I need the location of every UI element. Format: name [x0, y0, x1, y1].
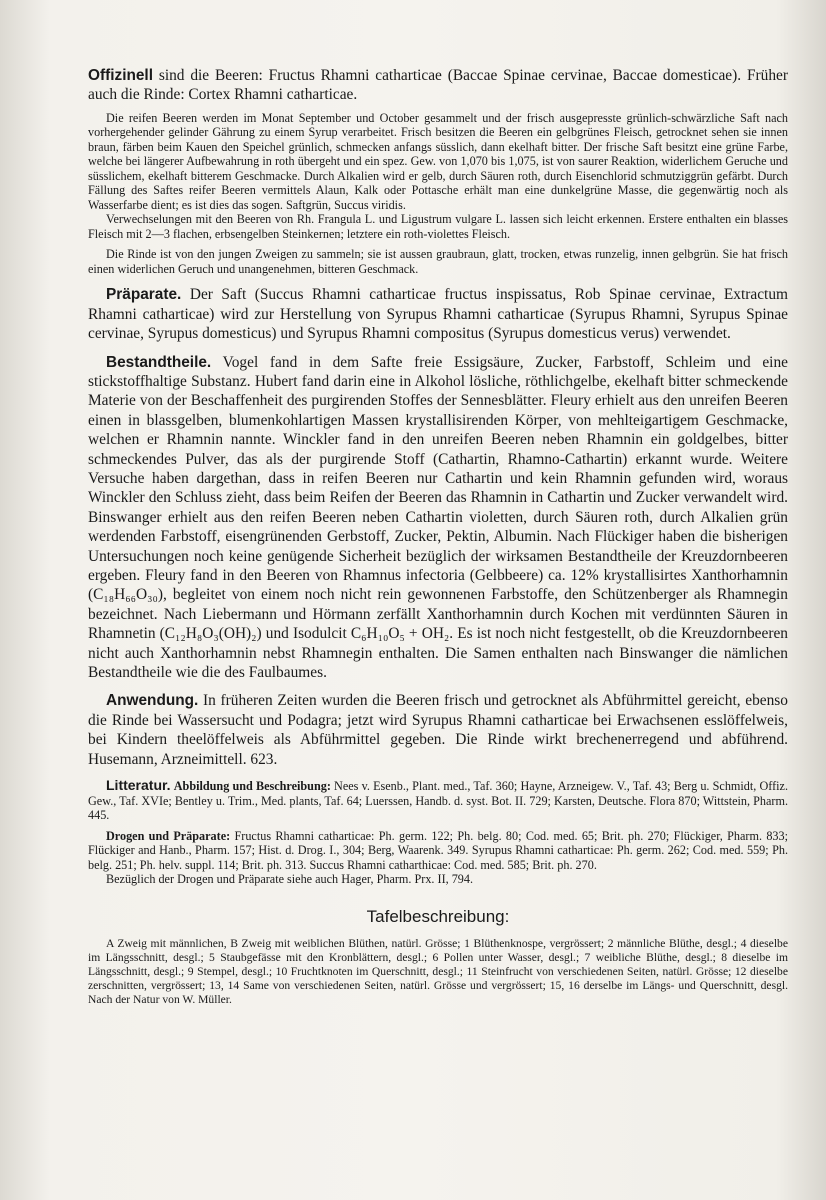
- constituents-heading: Bestandtheile.: [106, 353, 212, 371]
- drugs-note: Bezüglich der Drogen und Präparate siehe auch Hager, Pharm. Prx. II, 794.: [106, 872, 474, 887]
- preparations-heading: Präparate.: [106, 286, 182, 304]
- officinal-details: Die reifen Beeren werden im Monat September und October gesammelt und der frisch ausgepresste grünlich-schwärzliche Saft nach vorhergehender gelinder Gährung zu einem Syrup verarbeitet. Frisch besitzen die Beeren ein gelbgrünes Fleisch, getrocknet sehen sie innen braun, färben beim Kauen den Speichel grünlich, schmecken anfangs süsslich, dann ekelhaft bitter. Der frische Saft besitzt eine grüne Farbe, welche bei längerer Aufbewahrung in roth übergeht und ein spez. Gew. von 1,070 bis 1,075, ist von saurer Reaktion, widerlichem Geruche und süsslichem, ekelhaft bitterem Geschmacke. Durch Alkalien wird er gelb, durch Säuren roth, durch Eisenchlorid schmutziggrün gefärbt. Durch Fällung des Saftes reifer Beeren vermittels Alaun, Kalk oder Pottasche erhält man eine dunkelgrüne Masse, die gegenwärtig noch als Wasserfarbe dient; es ist dies das sogen. Saftgrün, Succus viridis.: [88, 110, 788, 212]
- plate-description: A Zweig mit männlichen, B Zweig mit weiblichen Blüthen, natürl. Grösse; 1 Blüthenknospe, vergrössert; 2 männliche Blüthe, desgl.; 4 dieselbe im Längsschnitt, desgl.; 5 Staubgefässe mit den Kronblättern, desgl.; 6 Pollen unter Wasser, desgl.; 7 weibliche Blüthe, desgl.; 8 dieselbe im Längsschnitt, desgl.; 9 Stempel, desgl.; 10 Fruchtknoten im Querschnitt, desgl.; 11 Steinfrucht von verschiedenen Seiten, natürl. Grösse; 12 dieselbe zerschnitten, vergrössert; 13, 14 Same von verschiedenen Seiten, natürl. Grösse und vergrössert; 15, 16 derselbe im Längs- und Querschnitt, desgl. Nach der Natur von W. Müller.: [88, 936, 788, 1007]
- officinal-bark: Die Rinde ist von den jungen Zweigen zu sammeln; sie ist aussen graubraun, glatt, trocken, etwas runzelig, innen gelbgrün. Sie hat frisch einen widerlichen Geruch und unangenehmen, bitteren Geschmack.: [88, 247, 788, 276]
- preparations-paragraph: [88, 285, 788, 343]
- drugs-heading: Drogen und Präparate:: [106, 828, 231, 843]
- application-heading: Anwendung.: [106, 692, 199, 710]
- application-paragraph: [88, 691, 788, 769]
- preparations-text: Der Saft (Succus Rhamni catharticae fructus inspissatus, Rob Spinae cervinae, Extractum Rhamni catharticae) wird zur Herstellung von Syrupus Rhamni catharticae (Syrupus Rhamni, Syrupus Spinae cervinae, Syrupus domesticus) und Syrupus Rhamni compositus (Syrupus domesticus verus) verwendet.: [88, 286, 788, 343]
- constituents-paragraph: [88, 353, 788, 683]
- page-content: [88, 66, 788, 1008]
- officinal-heading: Offizinell: [88, 67, 153, 84]
- literature-text: Nees v. Esenb., Plant. med., Taf. 360; Hayne, Arzneigew. V., Taf. 43; Berg u. Schmidt, Offiz. Gew., Taf. XVIe; Bentley u. Trim., Med. plants, Taf. 64; Luerssen, Handb. d. syst. Bot. II. 729; Karsten, Deutsche. Flora 870; Wittstein, Pharm. 445.: [88, 779, 788, 823]
- drugs-paragraph: [88, 829, 788, 873]
- application-text: In früheren Zeiten wurden die Beeren frisch und getrocknet als Abführmittel gereicht, ebenso die Rinde bei Wassersucht und Podagra; jetzt wird Syrupus Rhamni catharticae bei Erwachsenen esslöffelweis, bei Kindern theelöffelweis als Abführmittel gegeben. Die Rinde wirkt brechenerregend und abführend. Husemann, Arzneimittell. 623.: [88, 692, 788, 768]
- literature-heading: Litteratur.: [106, 777, 171, 794]
- officinal-text: sind die Beeren: Fructus Rhamni catharticae (Baccae Spinae cervinae, Baccae domesticae). Früher auch die Rinde: Cortex Rhamni catharticae.: [88, 67, 788, 104]
- officinal-paragraph: [88, 66, 788, 105]
- literature-paragraph: [88, 778, 788, 823]
- literature-subheading: Abbildung und Beschreibung:: [173, 779, 331, 794]
- officinal-confusion: Verwechselungen mit den Beeren von Rh. Frangula L. und Ligustrum vulgare L. lassen sich leicht erkennen. Erstere enthalten ein blasses Fleisch mit 2—3 flachen, erbsengelben Steinkernen; letztere ein roth-violettes Fleisch.: [88, 212, 788, 241]
- drugs-text: Fructus Rhamni catharticae: Ph. germ. 122; Ph. belg. 80; Cod. med. 65; Brit. ph. 270; Flückiger, Pharm. 833; Flückiger and Hanb., Pharm. 157; Hist. d. Drog. I., 304; Berg, Waarenk. 349. Syrupus Rhamni catharticae: Ph. germ. 262; Cod. med. 559; Ph. belg. 251; Ph. helv. suppl. 114; Brit. ph. 313. Succus Rhamni catharthicae: Cod. med. 585; Brit. ph. 270.: [88, 828, 788, 872]
- plate-title: Tafelbeschreibung:: [366, 906, 510, 926]
- constituents-text: Vogel fand in dem Safte freie Essigsäure, Zucker, Farbstoff, Schleim und eine stickstoffhaltige Substanz. Hubert fand darin eine in Alkohol lösliche, röthlichgelbe, ekelhaft bitter schmeckende Materie von der Beschaffenheit des purgirenden Stoffes der Sennesblätter. Fleury erhielt aus den unreifen Beeren einen in blassgelben, blumenkohlartigen Massen krystallisirenden Körper, von mehlteigartigem Geschmacke, welchen er Rhamnin nannte. Winckler fand in den unreifen Beeren neben Rhamnin ein goldgelbes, bitter schmeckendes Pulver, das als der purgirende Stoff (Cathartin, Rhamno-Cathartin) erkannt wurde. Weitere Versuche haben dargethan, dass in reifen Beeren nur Cathartin und kein Rhamnin gefunden wird, woraus Winckler den Schluss zieht, dass beim Reifen der Beeren das Rhamnin in Cathartin und Zucker verwandelt wird. Binswanger erhielt aus den reifen Beeren neben Cathartin violetten, durch Säuren roth, durch Alkalien grün werdenden Farbstoff, eisengrünenden Gerbstoff, Zucker, Pektin, Albumin. Nach Flückiger haben die bisherigen Untersuchungen noch keine genügende Sicherheit bezüglich der wirksamen Bestandtheile der Kreuzdornbeeren ergeben. Fleury fand in den Beeren von Rhamnus infectoria (Gelbbeere) ca. 12% krystallisirtes Xanthorhamnin (C₁₈H₆₆O₃₀), begleitet von einem noch nicht rein gewonnenen Farbstoffe, den Schützenberger als Rhamnegin bezeichnet. Nach Liebermann und Hörmann zerfällt Xanthorhamnin durch Kochen mit verdünnten Säuren in Rhamnetin (C₁₂H₈O₃(OH)₂) und Isodulcit C₆H₁₀O₅ + OH₂. Es ist noch nicht festgestellt, ob die Kreuzdornbeeren nicht auch Xanthorhamnin nebst Rhamnegin enthalten. Die Samen enthalten nach Binswanger die nämlichen Bestandtheile wie die des Faulbaumes.: [88, 353, 788, 682]
